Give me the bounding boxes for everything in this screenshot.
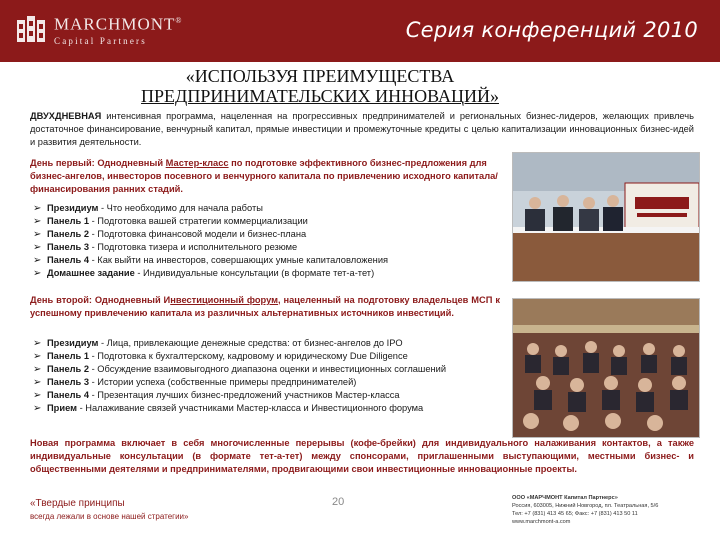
arrow-bullet-icon: ➢ — [33, 364, 42, 375]
agenda-text: - Подготовка вашей стратегии коммерциализации — [89, 216, 308, 226]
logo-crest-icon — [16, 14, 46, 44]
company-logo[interactable] — [16, 12, 182, 47]
agenda-label: Панель 4 — [47, 255, 90, 265]
agenda-text: - Лица, привлекающие денежные средства: от бизнес-ангелов до IPO — [98, 338, 403, 348]
arrow-bullet-icon: ➢ — [33, 242, 42, 253]
day1-heading — [30, 157, 510, 196]
page-number: 20 — [332, 496, 345, 508]
day2-forum-link[interactable]: нвестиционный форум — [170, 295, 279, 305]
list-item — [33, 376, 507, 389]
day2-suffix: , нацеленный на подготовку владельцев МСП к успешному привлечению капитала из различных альтернативных источников инвестиций. — [30, 295, 500, 318]
intro-paragraph — [30, 110, 694, 149]
day1-masterclass-link[interactable]: Мастер-класс — [165, 158, 229, 168]
list-item — [33, 228, 388, 241]
series-title: Серия конференций 2010 — [405, 18, 698, 42]
agenda-label: Панель 2 — [47, 364, 90, 374]
page-title-line1: «ИСПОЛЬЗУЯ ПРЕИМУЩЕСТВА — [185, 66, 455, 86]
day1-suffix: по подготовке эффективного бизнес-предложения для бизнес-ангелов, инвесторов посевного и венчурного капитала по привлечению исходного капитала/финансирования ранних стадий. — [30, 158, 498, 194]
arrow-bullet-icon: ➢ — [33, 377, 42, 388]
day1-agenda-list — [33, 202, 388, 280]
day2-prefix: День второй: Однодневный И — [30, 295, 171, 305]
agenda-text: - Презентация лучших бизнес-предложений участников Мастер-класса — [89, 390, 400, 400]
footer-quote — [30, 497, 188, 523]
agenda-text: - Индивидуальные консультации (в формате тет-а-тет) — [134, 268, 375, 278]
agenda-label: Панель 3 — [47, 377, 90, 387]
agenda-label: Панель 3 — [47, 242, 90, 252]
list-item — [33, 363, 507, 376]
agenda-label: Президиум — [47, 203, 99, 213]
logo-trademark: ® — [175, 16, 183, 25]
agenda-text: - Подготовка к бухгалтерскому, кадровому и юридическому Due Diligence — [89, 351, 408, 361]
contact-title: ООО «МАРЧМОНТ Капитал Партнерс» — [512, 495, 618, 501]
list-item — [33, 337, 507, 350]
agenda-text: - Подготовка тизера и исполнительного резюме — [89, 242, 298, 252]
arrow-bullet-icon: ➢ — [33, 403, 42, 414]
day2-heading — [30, 294, 500, 320]
agenda-label: Панель 2 — [47, 229, 90, 239]
quote-line2: всегда лежали в основе нашей стратегии» — [30, 512, 189, 521]
closing-paragraph: Новая программа включает в себя многочисленные перерывы (кофе-брейки) для индивидуального налаживания контактов, а также индивидуальные консультации (в формате тет-а-тет) между спонсорами, приглашенными выступающими, местными бизнес- и общественными деятелями и предпринимателями, продвигающими свои инвестиционные инновационные проекты. — [30, 438, 694, 474]
arrow-bullet-icon: ➢ — [33, 203, 42, 214]
panel-photo — [512, 152, 700, 282]
list-item — [33, 215, 388, 228]
agenda-label: Панель 1 — [47, 351, 90, 361]
contact-address: Россия, 603005, Нижний Новгород, пл. Театральная, 5/6 — [512, 503, 659, 509]
footer-contact — [512, 494, 712, 526]
agenda-text: - Истории успеха (собственные примеры предпринимателей) — [89, 377, 357, 387]
day1-prefix: День первый: Однодневный — [30, 158, 166, 168]
list-item — [33, 389, 507, 402]
arrow-bullet-icon: ➢ — [33, 255, 42, 266]
day2-agenda-list — [33, 337, 507, 415]
agenda-text: - Как выйти на инвесторов, совершающих умные капиталовложения — [89, 255, 389, 265]
audience-photo — [512, 298, 700, 438]
arrow-bullet-icon: ➢ — [33, 229, 42, 240]
list-item — [33, 241, 388, 254]
list-item — [33, 350, 507, 363]
intro-text: интенсивная программа, нацеленная на прогрессивных предпринимателей и региональных бизнес-лидеров, желающих привлечь достаточное финансирование, венчурный капитал, прямые инвестиции и промежуточные кредиты с целью капитализации инновационных бизнес-идей и развития деятельности. — [30, 111, 694, 147]
agenda-text: - Что необходимо для начала работы — [98, 203, 263, 213]
logo-subtitle: Capital Partners — [54, 35, 147, 46]
contact-website[interactable]: www.marchmont-a.com — [512, 519, 571, 525]
arrow-bullet-icon: ➢ — [33, 268, 42, 279]
agenda-label: Прием — [47, 403, 78, 413]
agenda-label: Панель 1 — [47, 216, 90, 226]
quote-line1: «Твердые принципы — [30, 498, 125, 509]
header-bar — [0, 0, 720, 62]
arrow-bullet-icon: ➢ — [33, 338, 42, 349]
list-item — [33, 254, 388, 267]
agenda-text: - Налаживание связей участниками Мастер-класса и Инвестиционного форума — [77, 403, 424, 413]
page-title-line2: ПРЕДПРИНИМАТЕЛЬСКИХ ИННОВАЦИЙ» — [141, 86, 499, 106]
list-item — [33, 402, 507, 415]
agenda-text: - Обсуждение взаимовыгодного диапазона оценки и инвестиционных соглашений — [89, 364, 447, 374]
agenda-label: Домашнее задание — [47, 268, 135, 278]
intro-lead: ДВУХДНЕВНАЯ — [30, 111, 102, 121]
arrow-bullet-icon: ➢ — [33, 351, 42, 362]
contact-phone: Тел: +7 (831) 413 45 65; Факс: +7 (831) 413 50 11 — [512, 511, 638, 517]
agenda-label: Панель 4 — [47, 390, 90, 400]
list-item — [33, 267, 388, 280]
list-item — [33, 202, 388, 215]
agenda-text: - Подготовка финансовой модели и бизнес-плана — [89, 229, 307, 239]
arrow-bullet-icon: ➢ — [33, 390, 42, 401]
arrow-bullet-icon: ➢ — [33, 216, 42, 227]
logo-name: MARCHMONT — [54, 14, 176, 34]
agenda-label: Президиум — [47, 338, 99, 348]
